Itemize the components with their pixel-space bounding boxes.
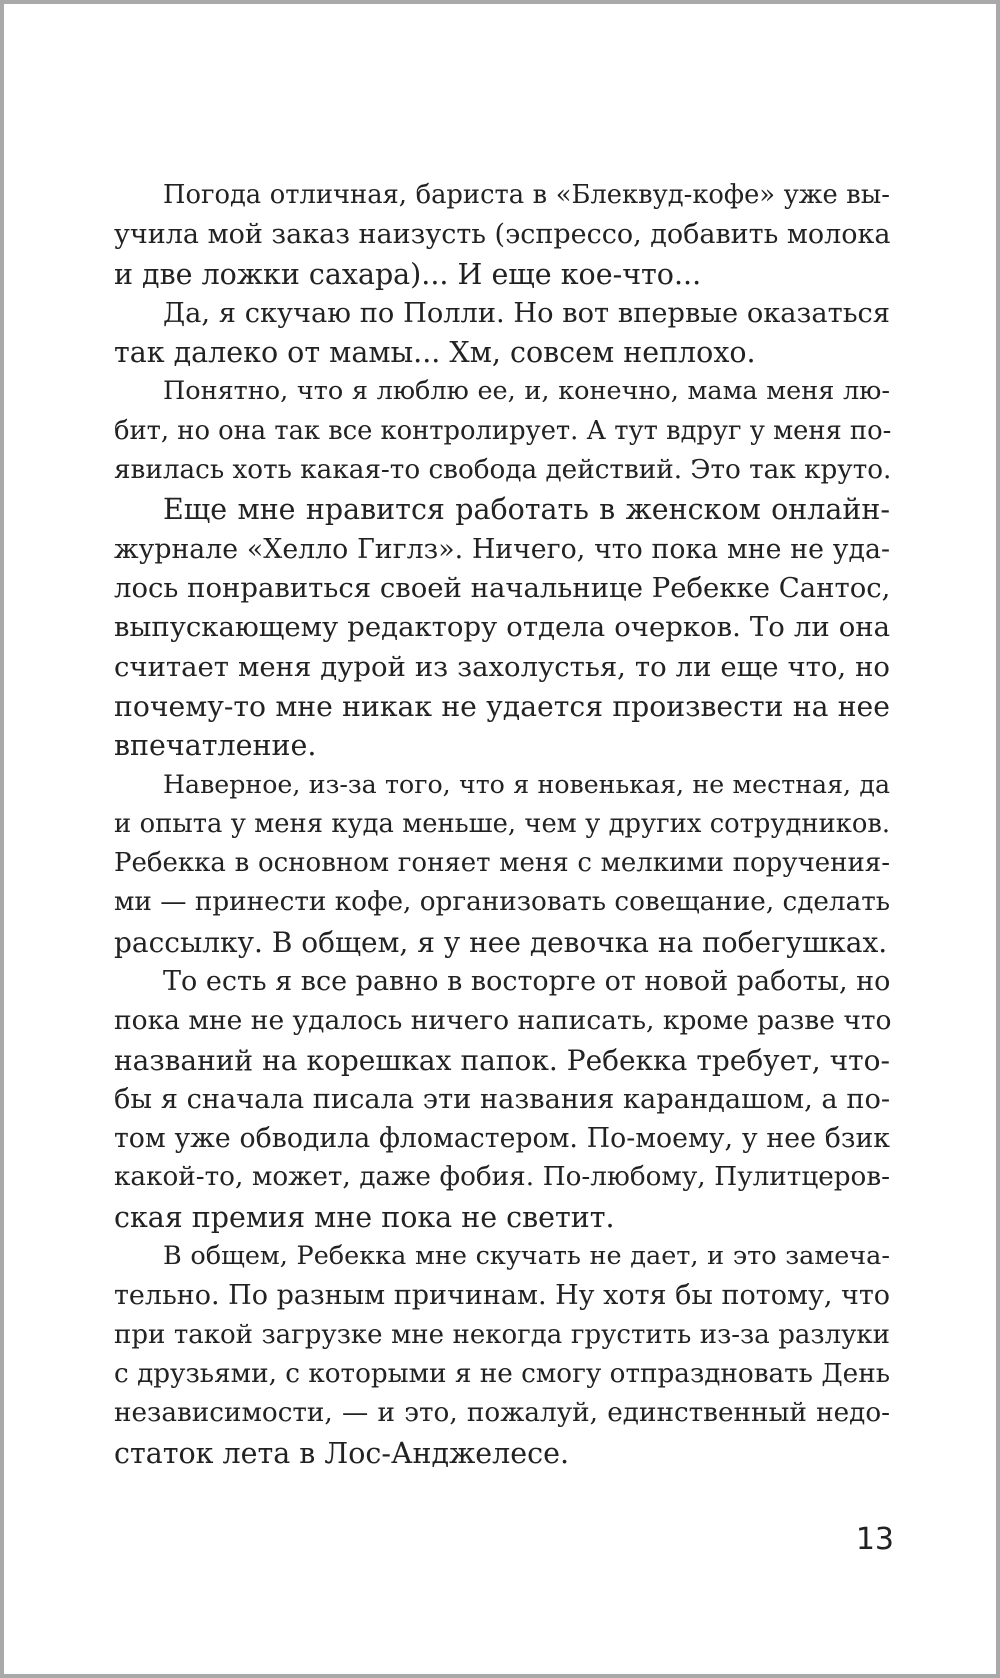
text-line: бы я сначала писала эти названия карандашом, а по-: [114, 1083, 891, 1115]
text-line: ская премия мне пока не светит.: [114, 1200, 615, 1234]
text-line: Наверное, из-за того, что я новенькая, не местная, да: [163, 770, 890, 800]
paragraph-6: [114, 962, 890, 1237]
text-line: тельно. По разным причинам. Ну хотя бы потому, что: [114, 1280, 891, 1312]
text-line: почему-то мне никак не удается произвести на нее: [114, 689, 890, 723]
text-line: бит, но она так все контролирует. А тут вдруг у меня по-: [114, 415, 892, 446]
body-text: [114, 176, 890, 1473]
paragraph-2: [114, 294, 890, 373]
text-line: впечатление.: [114, 729, 317, 763]
paragraph-3: [114, 372, 890, 490]
text-line: том уже обводила фломастером. По-моему, у нее бзик: [114, 1123, 890, 1155]
text-line: так далеко от мамы... Хм, совсем неплохо.: [114, 336, 756, 370]
text-line: Еще мне нравится работать в женском онлайн-: [163, 493, 890, 527]
text-line: рассылку. В общем, я у нее девочка на побегушках.: [114, 925, 888, 959]
text-line: Понятно, что я люблю ее, и, конечно, мама меня лю-: [163, 376, 890, 407]
text-line: при такой загрузке мне некогда грустить из-за разлуки: [114, 1319, 890, 1350]
text-line: учила мой заказ наизусть (эспрессо, добавить молока: [114, 219, 891, 251]
paragraph-1: [114, 176, 890, 294]
text-line: пока мне не удалось ничего написать, кроме разве что: [114, 1005, 892, 1037]
text-line: журнале «Хелло Гиглз». Ничего, что пока мне не уда-: [114, 533, 890, 565]
text-line: Ребекка в основном гоняет меня с мелкими поручения-: [114, 848, 890, 879]
paragraph-7: [114, 1237, 890, 1473]
page-number: 13: [855, 1522, 894, 1557]
text-line: считает меня дурой из захолустья, то ли еще что, но: [114, 650, 890, 683]
text-line: названий на корешках папок. Ребекка требует, что-: [114, 1043, 890, 1077]
paragraph-5: [114, 765, 890, 961]
text-line: Да, я скучаю по Полли. Но вот впервые оказаться: [163, 297, 890, 329]
text-line: и две ложки сахара)... И еще кое-что...: [114, 257, 702, 291]
text-line: ми — принести кофе, организовать совещание, сделать: [114, 887, 891, 918]
paragraph-4: [114, 490, 890, 765]
text-line: с друзьями, с которыми я не смогу отпраздновать День: [114, 1358, 890, 1389]
text-line: и опыта у меня куда меньше, чем у других сотрудников.: [114, 808, 890, 839]
text-line: лось понравиться своей начальнице Ребекке Сантос,: [114, 571, 891, 604]
text-line: явилась хоть какая-то свобода действий. Это так круто.: [114, 455, 892, 486]
text-line: статок лета в Лос-Анджелесе.: [114, 1436, 570, 1470]
text-line: Погода отличная, бариста в «Блеквуд-кофе» уже вы-: [163, 180, 890, 210]
text-line: какой-то, может, даже фобия. По-любому, Пулитцеров-: [114, 1162, 890, 1193]
text-line: независимости, — и это, пожалуй, единственный недо-: [114, 1398, 890, 1429]
text-line: выпускающему редактору отдела очерков. То ли она: [114, 611, 890, 644]
text-line: То есть я все равно в восторге от новой работы, но: [163, 965, 891, 997]
text-line: В общем, Ребекка мне скучать не дает, и это замеча-: [163, 1241, 890, 1272]
